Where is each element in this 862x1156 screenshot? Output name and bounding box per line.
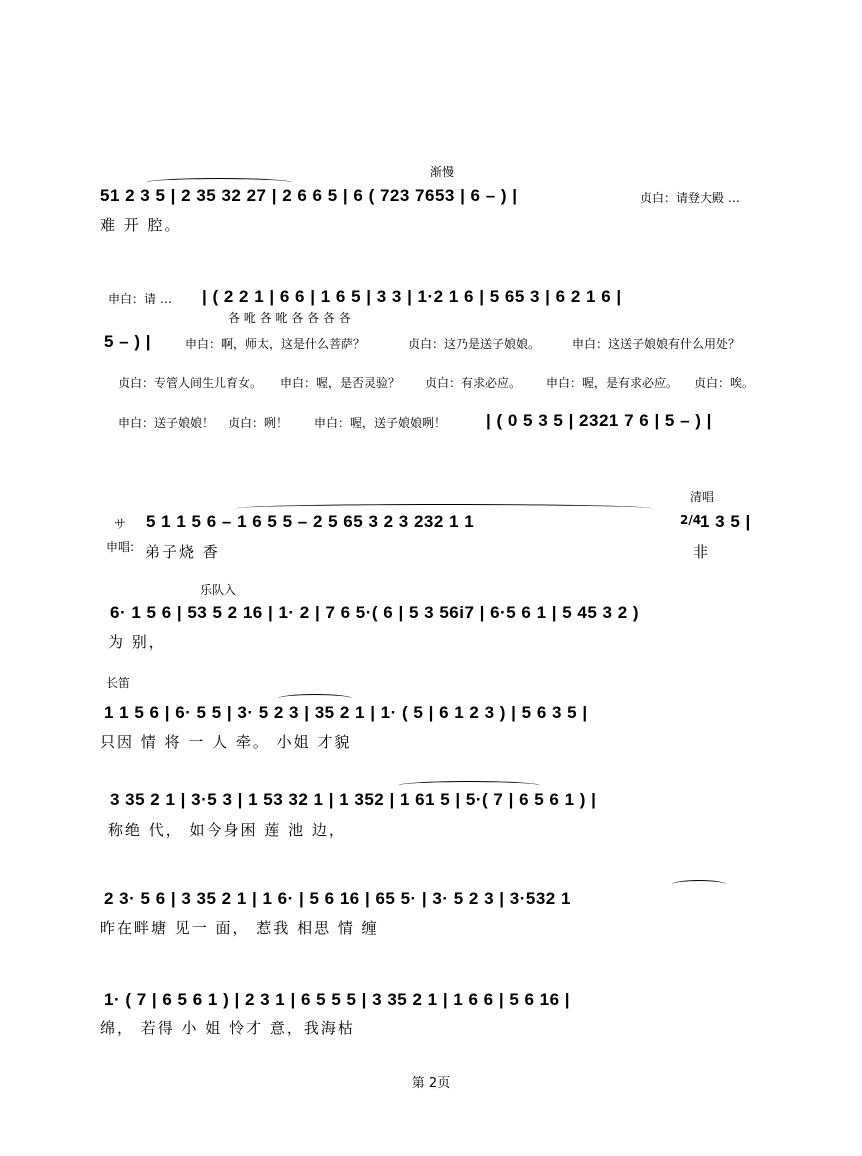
notation-line-6: 5 1 1 5 6 – 1 6 5 5 – 2 5 65 3 2 3 232 1 1 — [146, 512, 475, 531]
lyrics-line-6b: 非 — [693, 543, 711, 561]
lyrics-line-6: 弟子烧 香 — [145, 543, 220, 561]
sanban-mark: サ — [114, 517, 127, 531]
dialogue-3c: 申白：这送子娘娘有什么用处？ — [572, 337, 741, 351]
chorus-line-2: 各 吪 各 吪 各 各 各 各 — [228, 311, 351, 325]
dialogue-5a: 申白：送子娘娘！ — [118, 416, 215, 430]
changdi-mark: 长笛 — [106, 676, 131, 690]
yuedui-mark: 乐队入 — [200, 583, 237, 597]
notation-line-6b: 1 3 5 | — [700, 512, 751, 531]
dialogue-3a: 申白：啊，师太，这是什么菩萨？ — [185, 337, 366, 351]
dialogue-1: 贞白：请登大殿 … — [640, 191, 740, 205]
slur — [278, 694, 352, 703]
singer-label: 申唱: — [106, 540, 135, 554]
notation-line-10: 2 3· 5 6 | 3 35 2 1 | 1 6· | 5 6 16 | 65 5· | 3· 5 2 3 | 3·532 1 — [104, 889, 571, 908]
time-signature: 2/4 — [680, 513, 702, 527]
notation-line-1: 51 2 3 5 | 2 35 32 27 | 2 6 6 5 | 6 ( 723 7653 | 6 – ) | — [100, 186, 518, 205]
dialogue-3b: 贞白：这乃是送子娘娘。 — [408, 337, 541, 351]
lyrics-line-11: 绵， 若得 小 姐 怜才 意，我海枯 — [100, 1019, 355, 1037]
lyrics-line-10: 昨在畔塘 见一 面， 惹我 相思 情 缠 — [100, 919, 379, 937]
dialogue-2: 申白：请 … — [108, 292, 172, 306]
qingchang-mark: 清唱 — [690, 490, 715, 504]
notation-line-7: 6· 1 5 6 | 53 5 2 16 | 1· 2 | 7 6 5·( 6 | 5 3 56i7 | 6·5 6 1 | 5 45 3 2 ) — [110, 603, 640, 622]
slur — [672, 880, 726, 889]
tempo-mark: 渐慢 — [430, 165, 455, 179]
slur — [398, 781, 540, 790]
lyrics-line-8: 只因 情 将 一 人 牵。 小姐 才貌 — [100, 733, 352, 751]
notation-line-8: 1 1 5 6 | 6· 5 5 | 3· 5 2 3 | 35 2 1 | 1· ( 5 | 6 1 2 3 ) | 5 6 3 5 | — [104, 703, 588, 722]
lyrics-line-7: 为 别， — [108, 633, 166, 651]
dialogue-4a: 贞白：专管人间生儿育女。 — [118, 376, 263, 390]
notation-line-2: | ( 2 2 1 | 6 6 | 1 6 5 | 3 3 | 1·2 1 6 | 5 65 3 | 6 2 1 6 | — [202, 287, 622, 306]
notation-line-9: 3 35 2 1 | 3·5 3 | 1 53 32 1 | 1 352 | 1 61 5 | 5·( 7 | 6 5 6 1 ) | — [110, 790, 597, 809]
lyrics-line-1: 难 开 腔。 — [100, 216, 182, 234]
page-number: 第 2页 — [411, 1076, 451, 1091]
slur — [146, 178, 292, 187]
notation-line-3: 5 – ) | — [104, 332, 151, 351]
dialogue-4c: 贞白：有求必应。 — [425, 376, 522, 390]
notation-line-5: | ( 0 5 3 5 | 2321 7 6 | 5 – ) | — [486, 411, 712, 430]
dialogue-5b: 贞白：咧！ — [228, 416, 289, 430]
dialogue-4b: 申白：喔，是否灵验？ — [280, 376, 401, 390]
lyrics-line-9: 称绝 代， 如今身困 莲 池 边， — [108, 821, 346, 839]
dialogue-5c: 申白：喔，送子娘娘咧！ — [314, 416, 447, 430]
dialogue-4e: 贞白：唉。 — [694, 376, 755, 390]
slur — [236, 504, 652, 513]
notation-line-11: 1· ( 7 | 6 5 6 1 ) | 2 3 1 | 6 5 5 5 | 3 35 2 1 | 1 6 6 | 5 6 16 | — [104, 990, 571, 1009]
dialogue-4d: 申白：喔，是有求必应。 — [546, 376, 679, 390]
